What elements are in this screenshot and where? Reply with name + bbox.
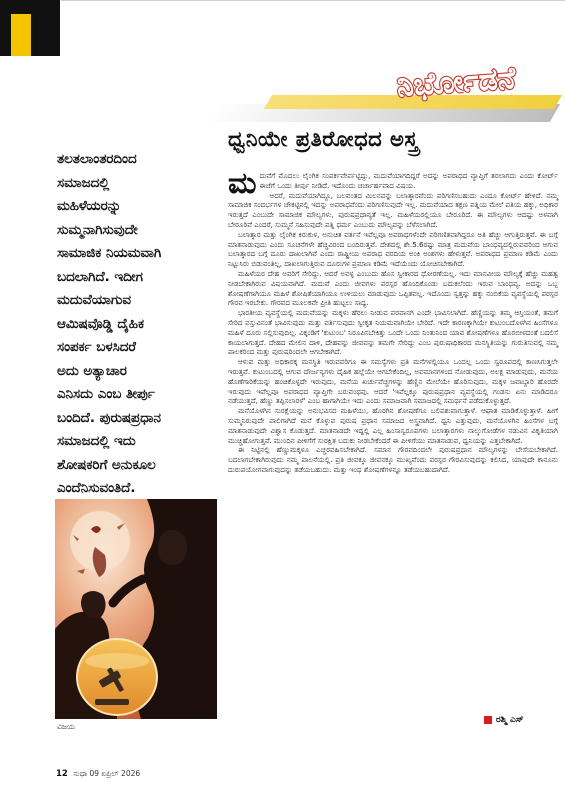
section-title-text: ನಿರ್ಭೋಡನೆ (395, 60, 517, 105)
article-illustration (55, 499, 217, 719)
image-caption: ವಿಜಯ (57, 722, 75, 731)
body-paragraph-text: ಬಲಾತ್ಕಾರ ಮತ್ತು ಲೈಂಗಿಕ ಕಿರುಕುಳ, ಅನುಚಿತ ವರ್ತನೆ ಇವೆಲ್ಲವೂ ಅಪರಾಧಗಳೆಂದೇ ಪರಿಗಣಿತವಾಗಿದ್ದರೂ ಅತಿ ಹೆಚ್ಚು ಆಗುತ್ತಿರುತ್ತವೆ. ಈ ಬಗ್ಗೆ ಮಾತನಾಡುವುದು ಎಂದು ಸೂಚನೆಗಳೇ ಹೆಚ್ಚವಿರಂದ ಬಂದಿರುತ್ತವೆ. ದೇಶದಲ್ಲಿ ಶೇ.5.6ರಷ್ಟು ಮಾತ್ರ ಮದುವೆಯ ಬಾಂಧವ್ಯದಲ್ಲಿರುವವರಿಂದ ಆಗುವ ಬಲಾತ್ಕಾರದ ಬಗ್ಗೆ ದೂರು ದಾಖಲಾಗಿವೆ ಎಂದು ರಾಷ್ಟ್ರೀಯ ಅಪರಾಧ ವರದಿಯ ಅಂಕಿ ಅಂಶಗಳು ಹೇಳುತ್ತವೆ. ಅಪರಾಧದ ಪ್ರಮಾಣ ಕಡಿಮೆ ಎಂದು ನಿಟ್ಟುಸಿರು ಬಿಡುವಂತಿಲ್ಲ, ದಾಖಲಾಗುತ್ತಿರುವ ದೂರುಗಳ ಪ್ರಮಾಣ ಕಡಿಮೆ ಇದೆಯೆಂದು ಯೋಚಿಸಬೇಕಾಗಿದೆ. (228, 229, 558, 269)
body-paragraph-text: ಆಳುವ ಮತ್ತು ಅಧಿಕಾರಕ್ಕ ಮನಸ್ಥಿತಿ ಇರುವವರಿಗೂ ಈ ಸಮಸ್ಯೆಗಳು ಪ್ರತಿ ಮನೆಗಳಲ್ಲಿಯೂ ಒಂದಲ್ಲ ಒಂದು ಸ್ವರೂಪದಲ್ಲಿ ಕಾಣಸಿಗುತ್ತಲೇ ಇರುತ್ತವೆ. ಕುಟುಂಬದಲ್ಲಿ ಆಗುವ ದೌರ್ಜನ್ಯಗಳು ದೈಹಿಕ ಹಲ್ಲೆಯೇ ಆಗಬೇಕೆಂದಿಲ್ಲ, ಅವಮಾನಗಳಿಂದ ನೋಡುವುದು, ಅಲಕ್ಷ ಮಾಡುವುದು, ಮನೆಯ ಹೊಣೆಗಾರಿಕೆಯನ್ನು ಹಂಚಿಕೊಳ್ಳದೇ ಇರುವುದು, ಮನೆಯ ಖರ್ಚುವೆಚ್ಚಗಳನ್ನು ಹೆಣ್ಣಿನ ಮೇಲೆಯೇ ಹೊರಿಸುವುದು, ಮಕ್ಕಳ ಜವಾಬ್ದಾರಿ ಹೊರದೇ ಇರುವುದು ಇವೆಲ್ಲವೂ ಅಪರಾಧದ ವ್ಯಾಪ್ತಿಗೇ ಬರುವಂಥವು. ಆದರೆ 'ಇವೆಲ್ಲಕ್ಕೂ ಪುರುಷಪ್ರಧಾನ ವ್ಯವಸ್ಥೆಯಲ್ಲಿ ಗಂಡಸು ಏನು ಮಾಡಿದರೂ ನಡೆಯುತ್ತದೆ, ಹೆಣ್ಣು ತಪ್ಪಿಸಲಾರಳೆ' ಎಂಬ ಹಾಗಾಗಿಯೇ ಇದು ಎಂದು ಸಮಾಜವಾಗಿ ಸಮಾಜದಲ್ಲಿ ಸಮರ್ಥನೆ ಪಡೆದುಕೊಳ್ಳುತ್ತದೆ. (228, 357, 558, 406)
pull-quote-line: ಸುಮ್ಮನಾಗಿಸುವುದೇ (57, 222, 138, 238)
pull-quote-line: ಸಂಪರ್ಕ ಬಳಸಿದರೆ (57, 340, 136, 355)
pull-quote-line: ಅದು ಅತ್ಯಾಚಾರ (57, 363, 127, 379)
page-footer (56, 769, 140, 779)
body-paragraph (228, 445, 558, 474)
pull-quote-line: ಎಂದೆನಿಸುವಂತಿದೆ. (57, 481, 136, 496)
pull-quote-line: ಬಂದಿದೆ. ಪುರುಷಪ್ರಧಾನ (57, 410, 161, 426)
pull-quote-line: ಎನಿಸದು ಎಂಬ ತೀರ್ಪು (57, 387, 155, 402)
body-paragraph (228, 357, 558, 406)
body-paragraph (228, 166, 558, 201)
article-headline: ಧ್ವನಿಯೇ ಪ್ರತಿರೋಧದ ಅಸ್ತ್ರ (228, 127, 419, 151)
body-paragraph (228, 406, 558, 445)
pull-quote-line: ಸಮಾಜದಲ್ಲಿ ಇದು (57, 434, 136, 449)
corner-accent (11, 14, 31, 56)
section-title (356, 50, 556, 106)
pull-quote-line: ಬದಲಾಗಿದೆ. ಇದೀಗ (57, 269, 143, 285)
body-paragraph (228, 308, 558, 357)
body-paragraph (228, 191, 558, 230)
pull-quote (57, 148, 219, 501)
article-body (228, 166, 558, 475)
author-name: ರಶ್ಮಿ ಎಸ್ (496, 715, 524, 725)
author-marker (484, 716, 492, 724)
body-paragraph-text: ಆದರೆ, ಮದುವೆಯಾಗಿದ್ದೂ, ಬಲವಂತದ ಮಿಲನವನ್ನು ಬಲಾತ್ಕಾರವೆಂದು ಪರಿಗಣಿಸಬಹುದು ಎಂದೂ ಕೋರ್ಟ್ ಹೇಳಿದೆ. ನಮ್ಮ ಸಾಮಾಜಿಕ ಸಂದರ್ಭಗಳ ಚೌಕಟ್ಟಿನಲ್ಲಿ ಇದನ್ನು ಅಪರಾಧವೆಂದು ಪರಿಗಣಿಸುವುದೇ ಇಲ್ಲ. ಮದುವೆಯಾದ ತಕ್ಷಣ ಪತ್ನಿಯ ಮೇಲೆ ಪತಿಯ ಹಕ್ಕು, ಅಧಿಕಾರ ಇರುತ್ತದೆ ಎಂಬುದೇ ಸಾಮಾಜಿಕ ಮೌಲ್ಯಗಳು, ಪುರುಷಪ್ರಧಾನ್ಯತೆ ಇಲ್ಲ. ಮಹಿಳೆಯರಲ್ಲಿಯೂ ಬೇರೂರಿದೆ. ಈ ಮೌಲ್ಯಗಳು ಆದಷ್ಟು ಅಳವಾಗಿ ಬೇರೂರಿವೆ ಎಂದರೆ, ಸುಮ್ಮನೆ ಸಹಿಸುವುದೇ ಪತ್ನಿ ಧರ್ಮ ಎಂಬುದು ಮೌಲ್ಯವನ್ನು ಬೆಳೆಸಲಾಗಿದೆ. (228, 190, 558, 229)
body-paragraph (228, 230, 558, 269)
pull-quote-line: ಮಹಿಳೆಯರನ್ನು (57, 199, 122, 214)
issue-info: ಸುಧಾ 09 ಏಪ್ರಿಲ್ 2026 (73, 769, 141, 778)
body-paragraph-text: ಮನೆಯೊಳಗಿನ ಸುರಕ್ಷೆಯನ್ನು ಅನುಭವಿಸದ ಮಹಿಳೆಯು, ಹೊರಗಿನ ಶೋಷಣೆಗೂ ಬಲಿಪಶುವಾಗುತ್ತಾಳೆ. ಆಘಾತ ಮಾಡಿಕೊಳ್ಳುತ್ತಾಳೆ. ಹೀಗೆ ಸುಮ್ಮನಿರುವುದೇ ಪಾಲಿಗಾಗಿದೆ ಮನೆ ಕೊಳ್ಳುವ ಪುರುಷ ಪ್ರಧಾನ ಸಮಾಜದ ಅಸ್ತ್ರವಾಗಿದೆ. ಧ್ವನಿ ಎತ್ತುವುದು, ಮನೆಯೊಳಗಿನ ಹಿಂಸೆಗಳ ಬಗ್ಗೆ ಮಾತನಾಡುವುದೇ ವಿಶ್ವಾಸ ಕೊಡುತ್ತದೆ. ಮಾತನಾಡದೇ ಇದ್ದಲ್ಲಿ ಎಲ್ಲ ಹಿಂಸಾಸ್ವರೂಪಗಳು ಬಲಾತ್ಕಾರಗಳು ನಾಲ್ಕುಗೋಡೆಗಳ ನಡುವಿನ ವಿಕೃತಿಯಾಗಿ ಮುಚ್ಚಿಹೋಗುತ್ತವೆ. ಮುಂದಿನ ಪೀಳಿಗೆಗೆ ಸುರಕ್ಷಿತ ಬದುಕು ನೀಡಬೇಕೆಂದರೆ ಈ ಪೀಳಿಗೆಯು ಮಾತನಾಡುವ, ಧ್ವನಿಯನ್ನು ಎತ್ತಬೇಕಾಗಿದೆ. (228, 406, 558, 445)
pull-quote-line: ಆಮಿಷವೊಡ್ಡಿ ದೈಹಿಕ (57, 316, 144, 332)
body-paragraph-text: ಭಾರತೀಯ ವ್ಯವಸ್ಥೆಯಲ್ಲಿ ಮದುವೆಯನ್ನು ಮಕ್ಕಳು ಹೆರಲು ನೀಡುವ ಪರವಾನಗಿ ಎಂದೇ ಭಾವಿಸಲಾಗಿದೆ. ಹೆಣ್ಣಿಯನ್ನು ತಮ್ಮ ಆಸ್ತಿಯಂತೆ, ತಮಗೆ ಸೇರಿದ ವಸ್ತುವಿನಂತೆ ಭಾವಿಸುವುದು ಮತ್ತು ವರ್ತಿಸುವುದು ಸ್ವೀಕೃತ ನಿಯಮವಾಗಿಯೇ ಬೇರಿದೆ. ಇದೇ ಕಾರಣಕ್ಕಾಗಿಯೇ ಕುಟುಂಬದೊಳಗಿನ ಹಿಂಸೆಗಳೂ ಮಹಿಳೆ ದೂರು ಸಲ್ಲಿಸುವುದಿಲ್ಲ. ವಿಕ್ಕಂಡಿಗೆ 'ಕುಟುಂಬ' ನಿರೂಪಿಸಬೇಕಿತ್ತು ಒಂದೇ ಒಂದು ನಿಂತುನಿಂದ ಯಾವ ಶೋಷಣೆಗಳೂ ಹೊರಬೀಳದಂತೆ ಬದಲಿಸೆ ಕಾಯಲಾಗುತ್ತದೆ. ದೇಹದ ಮೇಲಿನ ದಾಳಿ, ದೇಹವನ್ನು ಜೀವವನ್ನು ತಮಗೇ ಸೇರಿದ್ದು ಎಂಬ ಪುರುಷಾಧಿಕಾರದ ಮನಸ್ಥಿತಿಯನ್ನು ಗುರುತಿಸುವಲ್ಲಿ ನಮ್ಮ ಪಾಲಕರಿಂದ ಮತ್ತು ಪುರುಷರಿಂದಲೇ ಆಗಬೇಕಾಗಿದೆ. (228, 308, 558, 357)
pull-quote-line: ಮದುವೆಯಾಗುವ (57, 293, 131, 308)
drop-cap: ಮ (228, 166, 257, 201)
top-rule (61, 0, 565, 1)
body-paragraph-text: ಈ ನಿಟ್ಟಿನಲ್ಲಿ ಹೆಣ್ಣುಮಕ್ಕಳೂ ಎಚ್ಚರವಹಿಸಬೇಕಾಗಿದೆ. ಸಮಾನ ಗೌರವದಿಂದಲೇ ಪುರುಷಪ್ರಧಾನ ಮೌಲ್ಯಗಳನ್ನು ಬೇಸೆಯಬೇಕಾಗಿದೆ. ಬದಲಾಗಬೇಕಾಗಿರುವುದು ನಮ್ಮ ಪಾಲನೆಯಲ್ಲಿ. ಪ್ರತಿ ಜೀವಕ್ಕೂ ಜೀವನಕ್ಕೂ ಮುಖ್ಯವೆಂದು ಪರಸ್ಪರ ಗೌರವಿಸುವುದನ್ನು ಕಲಿಸಿದ, ಯಾವುದೇ ಕಾನೂನು ದುರುಪಯೋಗವಾಗುವುದನ್ನು ತಡೆಯಬಹುದು. ಮತ್ತು ಇಂಥ ಶೋಷಣೆಗಳನ್ನೂ ತಡೆಯಬಹುದಾಗಿದೆ. (228, 445, 558, 474)
pull-quote-line: ಸಾಮಾಜಿಕ ನಿಯಮವಾಗಿ (57, 246, 162, 261)
pull-quote-line: ತಲತಲಾಂತರದಿಂದ (57, 152, 137, 167)
body-paragraph (228, 269, 558, 308)
body-paragraph-text: ಮಹಿಳೆಯರ ದೇಹ ಅವರಿಗೆ ಸೇರಿದ್ದು. ಆದರೆ ಅವಳ್ಳ ಎಂಬುದು ಹೊಸ ಸ್ವೀಕಾರದ ಧೋರಣೆಯಲ್ಲ. ಇದು ಮಾನವೀಯ ಮೌಲ್ಯಕ್ಕೆ ಹೆಚ್ಚು ಮಹತ್ವ ನೀಡಬೇಕಾಗಿರುವ ವಿಷಯವಾಗಿದೆ. ಮದುವೆ ಎಂದು ಜೀವಗಳು ಪರಸ್ಪರ ಹೊಂದಿಕೊಂಡು ಬದುಕಲೆಂದು ಇರುವ ಬಾಂಧವ್ಯ. ಅದನ್ನು ಒಬ್ಬ ಶೋಷಣೆಗಾಗಿಯೂ ಮಹಿಳೆ ಶೋಷಿತೆಯಾಗಿಯೂ ಉಳಿಯಲು ಮಾಡುವುದು ಒಪ್ಪಿತವಲ್ಲ. ಇದೊಂದು ಸ್ವತ್ತನ್ನು ಹಕ್ಕು ನಂಬಿಕೆಯ ವ್ಯವಸ್ಥೆಯಲ್ಲಿ ಪರಸ್ಪರ ಗೌರವ ಇರಬೇಕು. ಗೌರವದ ಮೂಲಕವೇ ಪ್ರೀತಿ ಹುಟ್ಟಲು ಸಾಧ್ಯ. (228, 268, 558, 308)
pull-quote-line: ಸಮಾಜದಲ್ಲಿ (57, 175, 110, 191)
pull-quote-line: ಶೋಷಕರಿಗೆ ಅನುಕೂಲ (57, 457, 156, 473)
page-number: 12 (56, 769, 68, 779)
body-paragraph-text: ದುವೆಗೆ ಮೊದಲು ಲೈಂಗಿಕ ಸಂಪರ್ಕವೇರ್ಪಟ್ಟಿದ್ದು, ಮದುವೆಯಾಗದಿದ್ದರೆ ಅದನ್ನು ಅಪರಾಧದ ವ್ಯಾಪ್ತಿಗೆ ತರಲಾಗದು ಎಂದು ಕೋರ್ಟ್ ಈಚೆಗೆ ಒಂದು ತೀರ್ಪು ನೀಡಿದೆ. ಇದೊಂದು ಚರ್ಚಾರ್ಹವಾದ ವಿಷಯ. (259, 171, 558, 190)
